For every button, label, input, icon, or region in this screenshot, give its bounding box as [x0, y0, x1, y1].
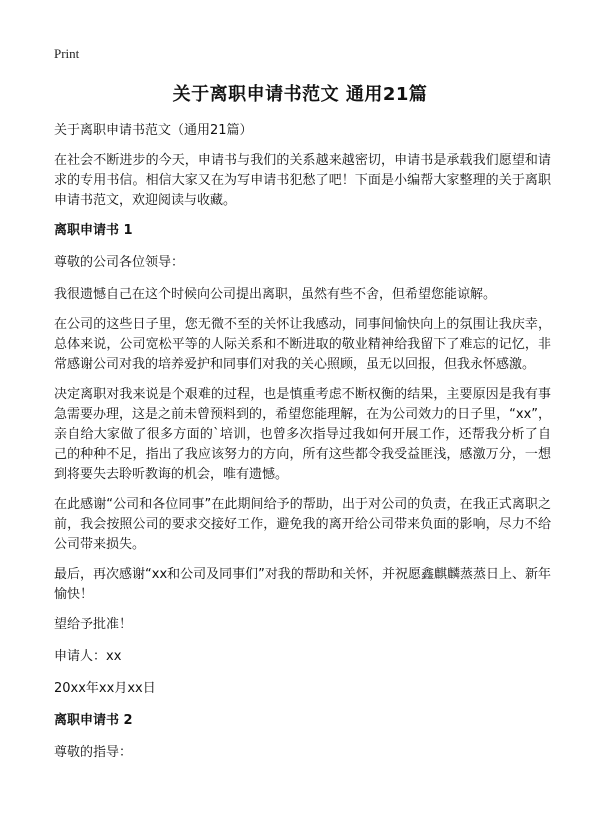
salutation-1: 尊敬的公司各位领导： [54, 255, 185, 270]
body-paragraph: 在公司的这些日子里，您无微不至的关怀让我感动，同事间愉快向上的氛围让我庆幸，总体来说，公司宽松平等的人际关系和不断进取的敬业精神给我留下了难忘的记忆，非常感谢公司对我的培养爱护和同事们对我的关心照顾，虽无以回报，但我永怀感激。 [54, 317, 551, 372]
document-title: 关于离职申请书范文 通用21篇 [172, 84, 428, 105]
salutation-2: 尊敬的指导： [54, 745, 133, 760]
date-line: 20xx年xx月xx日 [54, 681, 156, 696]
print-link[interactable]: Print [54, 46, 80, 61]
section-heading-2: 离职申请书 2 [54, 713, 133, 728]
body-paragraph: 最后，再次感谢“xx和公司及同事们”对我的帮助和关怀，并祝愿鑫麒麟蒸蒸日上、新年愉快！ [54, 567, 551, 602]
body-paragraph: 我很遗憾自己在这个时候向公司提出离职，虽然有些不舍，但希望您能谅解。 [54, 287, 497, 302]
approval-line: 望给予批准！ [54, 617, 133, 632]
body-paragraph: 决定离职对我来说是个艰难的过程，也是慎重考虑不断权衡的结果，主要原因是我有事急需要办理，这是之前未曾预料到的，希望您能理解，在为公司效力的日子里，“xx”，亲自给大家做了很多方面的`培训，也曾多次指导过我如何开展工作，还帮我分析了自己的种种不足，指出了我应该努力的方向，所有这些都令我受益匪浅，感激万分，一想到将要失去聆听教诲的机会，唯有遗憾。 [54, 387, 551, 482]
section-heading-1: 离职申请书 1 [54, 223, 133, 238]
body-paragraph: 在此感谢“公司和各位同事”在此期间给予的帮助，出于对公司的负责，在我正式离职之前，我会按照公司的要求交接好工作，避免我的离开给公司带来负面的影响，尽力不给公司带来损失。 [54, 497, 551, 552]
document-body [54, 121, 551, 775]
document-subtitle: 关于离职申请书范文（通用21篇） [54, 123, 253, 138]
applicant-line: 申请人：xx [54, 649, 122, 664]
intro-paragraph: 在社会不断进步的今天，申请书与我们的关系越来越密切，申请书是承载我们愿望和请求的专用书信。相信大家又在为写申请书犯愁了吧！下面是小编帮大家整理的关于离职申请书范文，欢迎阅读与收藏。 [54, 153, 551, 208]
